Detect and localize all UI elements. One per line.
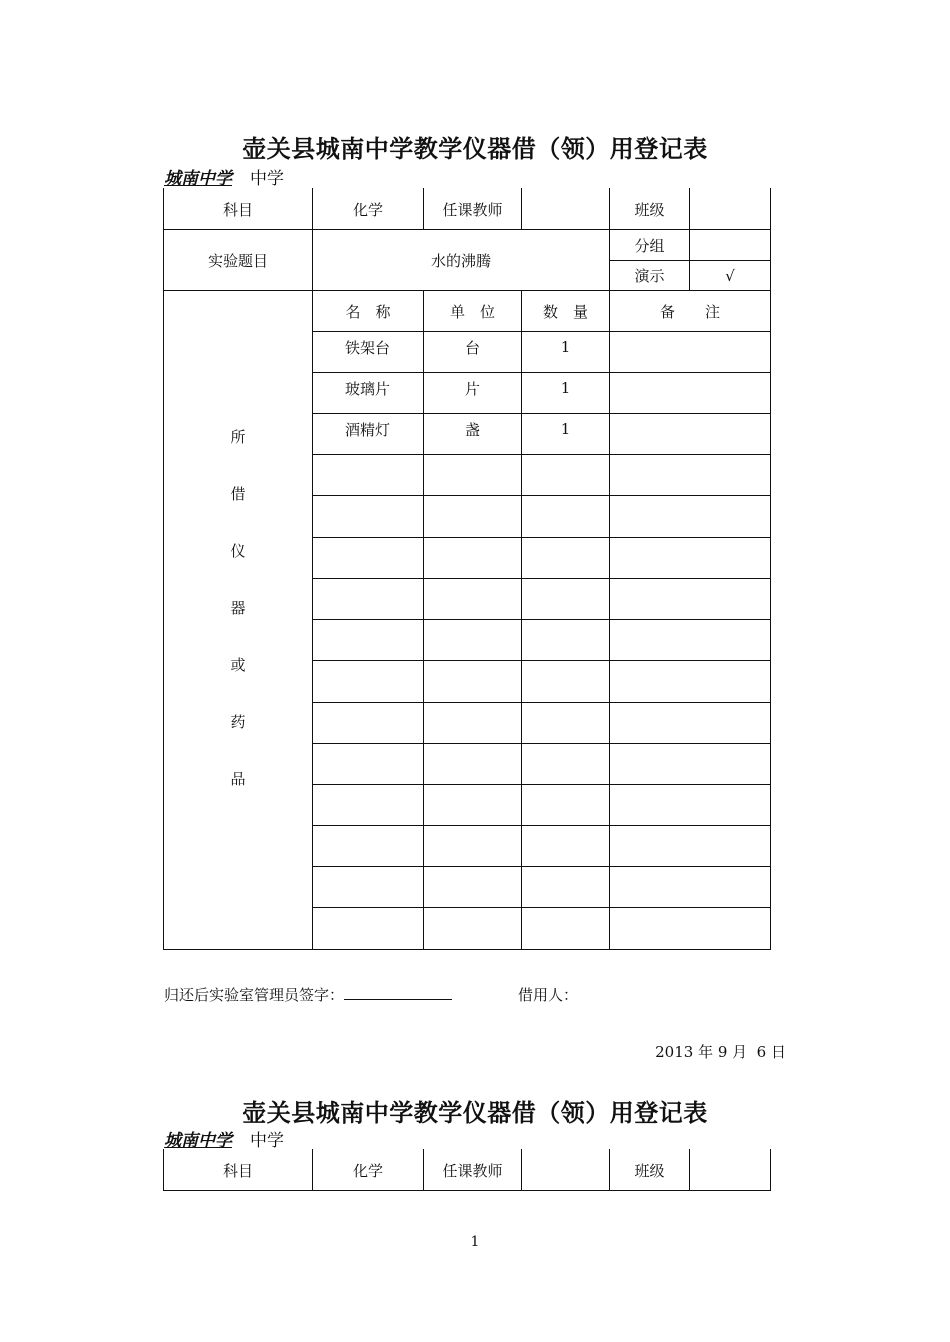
vertical-label-char: 品	[230, 770, 246, 788]
vertical-label-char: 或	[230, 656, 246, 674]
experiment-label: 实验题目	[207, 251, 268, 270]
item-name: 酒精灯	[345, 420, 391, 439]
class-label: 班级	[634, 1161, 665, 1180]
col-header-unit: 单 位	[449, 302, 495, 321]
item-qty: 1	[560, 379, 571, 397]
group-value	[690, 230, 770, 260]
vertical-label-char: 借	[230, 485, 246, 503]
vertical-label-char: 所	[230, 428, 246, 446]
demo-check: √	[725, 266, 735, 285]
vertical-label-char: 仪	[230, 542, 246, 560]
subject-label: 科目	[222, 200, 253, 219]
school-line	[164, 164, 284, 189]
document-title-2: 壶关县城南中学教学仪器借（领）用登记表	[242, 1098, 708, 1127]
experiment-value: 水的沸腾	[430, 251, 491, 270]
item-qty: 1	[560, 420, 571, 438]
document-title: 壶关县城南中学教学仪器借（领）用登记表	[242, 134, 708, 163]
page-number: 1	[470, 1234, 480, 1250]
item-unit: 台	[464, 338, 480, 357]
admin-signature-label: 归还后实验室管理员签字：	[164, 986, 345, 1004]
teacher-label: 任课教师	[442, 200, 503, 219]
col-header-notes: 备 注	[659, 302, 720, 321]
demo-label: 演示	[634, 267, 665, 285]
col-header-name: 名 称	[345, 302, 391, 321]
class-label: 班级	[634, 200, 665, 219]
item-unit: 盏	[464, 420, 480, 439]
school-line-2	[164, 1126, 284, 1151]
school-suffix: 中学	[250, 169, 284, 189]
item-name: 玻璃片	[345, 379, 391, 398]
class-value	[690, 189, 770, 229]
col-header-quantity: 数 量	[542, 302, 588, 321]
school-handwritten: 城南中学	[164, 1131, 232, 1151]
vertical-label-char: 器	[230, 599, 246, 617]
item-unit: 片	[464, 379, 480, 398]
borrower-label: 借用人：	[518, 986, 579, 1004]
item-qty: 1	[560, 338, 571, 356]
item-name: 铁架台	[345, 338, 391, 357]
teacher-label: 任课教师	[442, 1161, 503, 1180]
group-label: 分组	[634, 236, 665, 255]
subject-value: 化学	[352, 200, 383, 219]
vertical-label-char: 药	[230, 713, 246, 731]
subject-value: 化学	[352, 1161, 383, 1180]
admin-signature-blank	[344, 985, 452, 1000]
signature-line	[164, 984, 578, 1005]
date: 2013 年 9 月 6 日	[655, 1043, 786, 1061]
school-handwritten: 城南中学	[164, 169, 232, 189]
teacher-value	[522, 189, 609, 229]
school-suffix: 中学	[250, 1131, 284, 1151]
subject-label: 科目	[222, 1161, 253, 1180]
